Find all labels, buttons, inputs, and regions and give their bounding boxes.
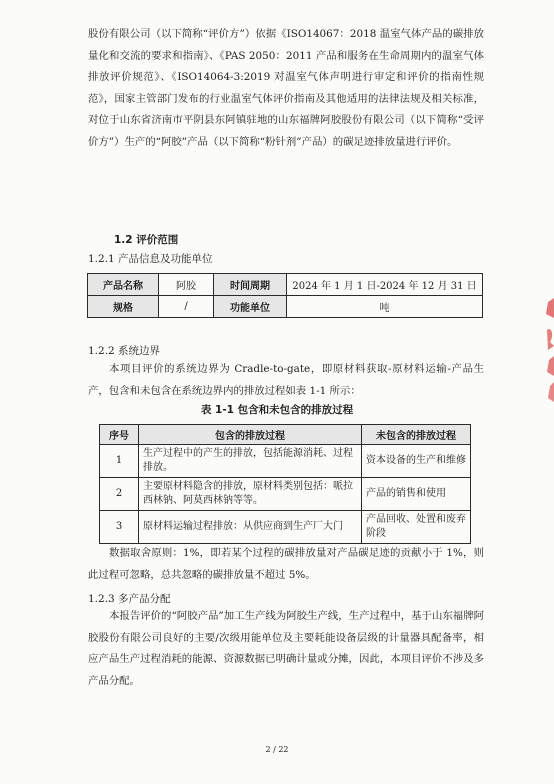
excluded-process: 资本设备的生产和维修	[362, 445, 471, 478]
excluded-process: 产品的销售和使用	[362, 478, 471, 511]
functional-unit-label: 功能单位	[214, 296, 287, 318]
allocation-paragraph: 本报告评价的“阿胶产品”加工生产线为阿胶生产线，生产过程中，基于山东福牌阿胶股份有限公司良好的主要/次级用能单位及主要耗能设备层级的计量器具配备率，相应产品生产过程消耗的能源、资源数据已明确计量或分摊，因此，本项目评价不涉及多产品分配。	[88, 610, 484, 687]
intro-paragraph: 股份有限公司（以下简称“评价方”）依据《ISO14067：2018 温室气体产品的碳排放量化和交流的要求和指南》、《PAS 2050：2011 产品和服务在生命周期内的温室气体排放评价规范》、《ISO14064-3:2019 对温室气体声明进行审定和评价的指南性规范》，国家主管部门发布的行业温室气体评价指南及其他适用的法律法规及相关标准，对位于山东省济南市平阴县东阿镇驻地的山东福牌阿胶股份有限公司（以下简称“受评价方”）生产的“阿胶”产品（以下简称“粉针剂”产品）的碳足迹排放量进行评价。	[88, 28, 484, 148]
table-row	[100, 445, 471, 478]
time-period-label: 时间周期	[214, 274, 287, 296]
product-info-table	[87, 273, 483, 318]
table-row	[88, 296, 483, 318]
section-heading-1-2-1: 1.2.1 产品信息及功能单位	[88, 253, 213, 265]
page-number: 2 / 22	[265, 745, 289, 754]
seal-stamp-icon	[538, 296, 554, 406]
table-caption: 表 1-1 包含和未包含的排放过程	[200, 404, 354, 416]
header-excluded: 未包含的排放过程	[362, 425, 471, 445]
data-cutoff-paragraph: 数据取舍原则：1%，即若某个过程的碳排放量对产品碳足迹的贡献小于 1%，则此过程可忽略，总共忽略的碳排放量不超过 5%。	[88, 547, 484, 581]
section-heading-1-2: 1.2 评价范围	[114, 234, 179, 246]
time-period-value: 2024 年 1 月 1 日-2024 年 12 月 31 日	[287, 274, 483, 296]
header-number: 序号	[100, 425, 139, 445]
section-heading-1-2-2: 1.2.2 系统边界	[88, 345, 161, 357]
header-included: 包含的排放过程	[139, 425, 362, 445]
emission-process-table	[99, 424, 471, 544]
table-header-row	[100, 425, 471, 445]
included-process: 主要原材料隐含的排放，原材料类别包括：哌拉西林钠、阿莫西林钠等等。	[139, 478, 362, 511]
product-name-value: 阿胶	[159, 274, 214, 296]
spec-label: 规格	[88, 296, 159, 318]
included-process: 生产过程中的产生的排放，包括能源消耗、过程排放。	[139, 445, 362, 478]
table-row	[88, 274, 483, 296]
system-boundary-paragraph: 本项目评价的系统边界为 Cradle-to-gate，即原材料获取-原材料运输-产品生产，包含和未包含在系统边界内的排放过程如表 1-1 所示：	[88, 363, 484, 397]
table-row	[100, 511, 471, 544]
functional-unit-value: 吨	[287, 296, 483, 318]
section-heading-1-2-3: 1.2.3 多产品分配	[88, 593, 171, 605]
row-number: 3	[100, 511, 139, 544]
included-process: 原材料运输过程排放：从供应商到生产厂大门	[139, 511, 362, 544]
table-row	[100, 478, 471, 511]
product-name-label: 产品名称	[88, 274, 159, 296]
row-number: 1	[100, 445, 139, 478]
spec-value: /	[159, 296, 214, 318]
row-number: 2	[100, 478, 139, 511]
excluded-process: 产品回收、处置和废弃阶段	[362, 511, 471, 544]
